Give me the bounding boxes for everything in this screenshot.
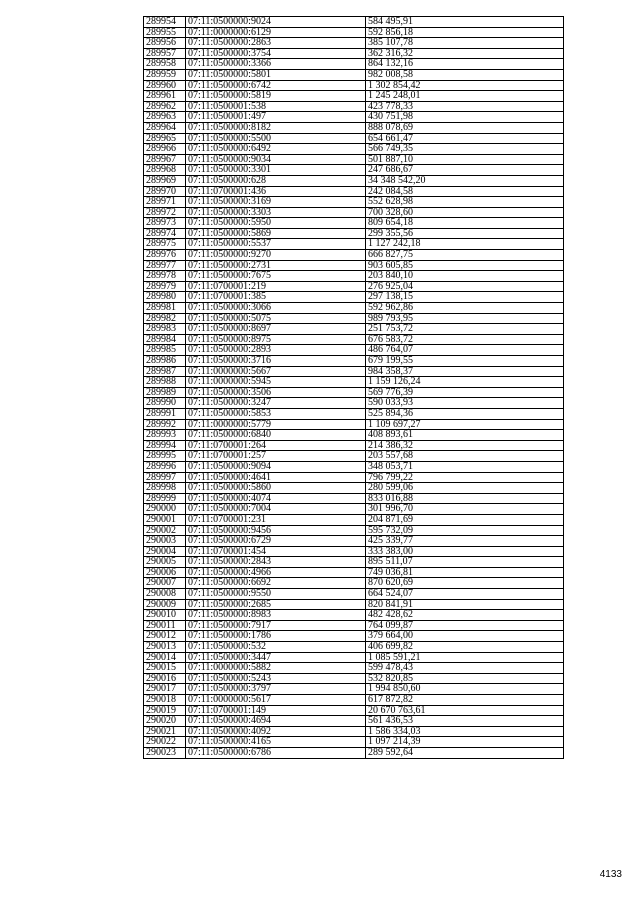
row-number-cell: 289956 xyxy=(144,38,186,49)
row-number-cell: 290007 xyxy=(144,578,186,589)
value-cell: 297 138,15 xyxy=(366,292,564,303)
value-cell: 385 107,78 xyxy=(366,38,564,49)
table-row xyxy=(144,419,564,430)
row-number-cell: 290014 xyxy=(144,652,186,663)
value-cell: 406 699,82 xyxy=(366,642,564,653)
row-number-cell: 289967 xyxy=(144,154,186,165)
table-row xyxy=(144,673,564,684)
row-number-cell: 290004 xyxy=(144,546,186,557)
row-number-cell: 290002 xyxy=(144,525,186,536)
table-row xyxy=(144,154,564,165)
row-number-cell: 290022 xyxy=(144,737,186,748)
row-number-cell: 289976 xyxy=(144,250,186,261)
row-number-cell: 289975 xyxy=(144,239,186,250)
row-number-cell: 290011 xyxy=(144,620,186,631)
value-cell: 796 799,22 xyxy=(366,472,564,483)
row-number-cell: 290023 xyxy=(144,747,186,758)
value-cell: 590 033,93 xyxy=(366,398,564,409)
row-number-cell: 289983 xyxy=(144,324,186,335)
table-row xyxy=(144,695,564,706)
table-row xyxy=(144,356,564,367)
cadastral-number-cell: 07:11:0500000:8983 xyxy=(186,610,366,621)
table-row xyxy=(144,599,564,610)
value-cell: 362 316,32 xyxy=(366,48,564,59)
cadastral-number-cell: 07:11:0500000:5801 xyxy=(186,69,366,80)
value-cell: 251 753,72 xyxy=(366,324,564,335)
table-row xyxy=(144,536,564,547)
row-number-cell: 289963 xyxy=(144,112,186,123)
table-body xyxy=(144,17,564,759)
row-number-cell: 289992 xyxy=(144,419,186,430)
table-row xyxy=(144,218,564,229)
value-cell: 679 199,55 xyxy=(366,356,564,367)
cadastral-number-cell: 07:11:0000000:5667 xyxy=(186,366,366,377)
table-row xyxy=(144,228,564,239)
cadastral-number-cell: 07:11:0000000:5617 xyxy=(186,695,366,706)
row-number-cell: 289954 xyxy=(144,17,186,28)
value-cell: 1 085 591,21 xyxy=(366,652,564,663)
table-row xyxy=(144,514,564,525)
cadastral-number-cell: 07:11:0500000:2863 xyxy=(186,38,366,49)
row-number-cell: 289973 xyxy=(144,218,186,229)
row-number-cell: 290021 xyxy=(144,726,186,737)
value-cell: 700 328,60 xyxy=(366,207,564,218)
table-row xyxy=(144,133,564,144)
row-number-cell: 289985 xyxy=(144,345,186,356)
table-row xyxy=(144,567,564,578)
cadastral-number-cell: 07:11:0500000:3366 xyxy=(186,59,366,70)
row-number-cell: 290018 xyxy=(144,695,186,706)
value-cell: 348 053,71 xyxy=(366,461,564,472)
cadastral-number-cell: 07:11:0500000:5243 xyxy=(186,673,366,684)
cadastral-number-cell: 07:11:0500000:8697 xyxy=(186,324,366,335)
value-cell: 561 436,53 xyxy=(366,716,564,727)
cadastral-number-cell: 07:11:0500000:8975 xyxy=(186,334,366,345)
cadastral-number-cell: 07:11:0500000:5819 xyxy=(186,91,366,102)
cadastral-number-cell: 07:11:0700001:264 xyxy=(186,440,366,451)
table-row xyxy=(144,144,564,155)
cadastral-number-cell: 07:11:0700001:231 xyxy=(186,514,366,525)
row-number-cell: 289978 xyxy=(144,271,186,282)
table-row xyxy=(144,705,564,716)
cadastral-number-cell: 07:11:0500000:3301 xyxy=(186,165,366,176)
row-number-cell: 289958 xyxy=(144,59,186,70)
row-number-cell: 289961 xyxy=(144,91,186,102)
table-row xyxy=(144,631,564,642)
table-row xyxy=(144,80,564,91)
table-row xyxy=(144,472,564,483)
table-row xyxy=(144,663,564,674)
table-row xyxy=(144,483,564,494)
table-row xyxy=(144,589,564,600)
row-number-cell: 290010 xyxy=(144,610,186,621)
table-row xyxy=(144,684,564,695)
row-number-cell: 290015 xyxy=(144,663,186,674)
row-number-cell: 289980 xyxy=(144,292,186,303)
row-number-cell: 289959 xyxy=(144,69,186,80)
cadastral-number-cell: 07:11:0500000:3066 xyxy=(186,303,366,314)
row-number-cell: 289955 xyxy=(144,27,186,38)
cadastral-number-cell: 07:11:0500000:7004 xyxy=(186,504,366,515)
row-number-cell: 289979 xyxy=(144,281,186,292)
table-row xyxy=(144,408,564,419)
table-row xyxy=(144,461,564,472)
row-number-cell: 289986 xyxy=(144,356,186,367)
row-number-cell: 290020 xyxy=(144,716,186,727)
table-row xyxy=(144,91,564,102)
value-cell: 654 661,47 xyxy=(366,133,564,144)
table-row xyxy=(144,69,564,80)
cadastral-number-cell: 07:11:0500000:9034 xyxy=(186,154,366,165)
value-cell: 20 670 763,61 xyxy=(366,705,564,716)
table-row xyxy=(144,366,564,377)
row-number-cell: 289977 xyxy=(144,260,186,271)
table-row xyxy=(144,652,564,663)
table-row xyxy=(144,175,564,186)
table-row xyxy=(144,112,564,123)
row-number-cell: 289982 xyxy=(144,313,186,324)
cadastral-number-cell: 07:11:0500000:5860 xyxy=(186,483,366,494)
table-row xyxy=(144,557,564,568)
table-row xyxy=(144,345,564,356)
value-cell: 333 383,00 xyxy=(366,546,564,557)
cadastral-number-cell: 07:11:0500000:2731 xyxy=(186,260,366,271)
value-cell: 204 871,69 xyxy=(366,514,564,525)
value-cell: 289 592,64 xyxy=(366,747,564,758)
value-cell: 984 358,37 xyxy=(366,366,564,377)
value-cell: 1 159 126,24 xyxy=(366,377,564,388)
cadastral-number-cell: 07:11:0500000:7917 xyxy=(186,620,366,631)
value-cell: 532 820,85 xyxy=(366,673,564,684)
value-cell: 592 856,18 xyxy=(366,27,564,38)
value-cell: 664 524,07 xyxy=(366,589,564,600)
value-cell: 525 894,36 xyxy=(366,408,564,419)
cadastral-number-cell: 07:11:0500000:3797 xyxy=(186,684,366,695)
table-row xyxy=(144,504,564,515)
row-number-cell: 289972 xyxy=(144,207,186,218)
value-cell: 895 511,07 xyxy=(366,557,564,568)
row-number-cell: 289965 xyxy=(144,133,186,144)
table-row xyxy=(144,747,564,758)
row-number-cell: 289960 xyxy=(144,80,186,91)
row-number-cell: 289984 xyxy=(144,334,186,345)
cadastral-number-cell: 07:11:0700001:454 xyxy=(186,546,366,557)
value-cell: 870 620,69 xyxy=(366,578,564,589)
value-cell: 423 778,33 xyxy=(366,101,564,112)
cadastral-number-cell: 07:11:0500000:6692 xyxy=(186,578,366,589)
row-number-cell: 289970 xyxy=(144,186,186,197)
value-cell: 425 339,77 xyxy=(366,536,564,547)
value-cell: 280 599,06 xyxy=(366,483,564,494)
table-row xyxy=(144,324,564,335)
cadastral-number-cell: 07:11:0500000:5075 xyxy=(186,313,366,324)
value-cell: 833 016,88 xyxy=(366,493,564,504)
cadastral-number-cell: 07:11:0500000:9550 xyxy=(186,589,366,600)
cadastral-number-cell: 07:11:0500000:3247 xyxy=(186,398,366,409)
cadastral-number-cell: 07:11:0500000:2893 xyxy=(186,345,366,356)
row-number-cell: 290013 xyxy=(144,642,186,653)
table-row xyxy=(144,101,564,112)
value-cell: 566 749,35 xyxy=(366,144,564,155)
value-cell: 552 628,98 xyxy=(366,197,564,208)
cadastral-number-cell: 07:11:0500000:5500 xyxy=(186,133,366,144)
table-row xyxy=(144,493,564,504)
value-cell: 486 764,07 xyxy=(366,345,564,356)
cadastral-number-cell: 07:11:0000000:6129 xyxy=(186,27,366,38)
table-row xyxy=(144,726,564,737)
row-number-cell: 289996 xyxy=(144,461,186,472)
row-number-cell: 289995 xyxy=(144,451,186,462)
table-row xyxy=(144,430,564,441)
value-cell: 203 557,68 xyxy=(366,451,564,462)
cadastral-number-cell: 07:11:0700001:219 xyxy=(186,281,366,292)
table-row xyxy=(144,250,564,261)
cadastral-number-cell: 07:11:0500000:8182 xyxy=(186,122,366,133)
cadastral-number-cell: 07:11:0500000:5853 xyxy=(186,408,366,419)
table-row xyxy=(144,737,564,748)
cadastral-number-cell: 07:11:0500001:538 xyxy=(186,101,366,112)
row-number-cell: 290001 xyxy=(144,514,186,525)
row-number-cell: 290012 xyxy=(144,631,186,642)
value-cell: 888 078,69 xyxy=(366,122,564,133)
table-row xyxy=(144,303,564,314)
table-row xyxy=(144,313,564,324)
cadastral-number-cell: 07:11:0500000:4092 xyxy=(186,726,366,737)
table-row xyxy=(144,387,564,398)
value-cell: 1 127 242,18 xyxy=(366,239,564,250)
table-row xyxy=(144,546,564,557)
table-row xyxy=(144,398,564,409)
cadastral-number-cell: 07:11:0500000:5537 xyxy=(186,239,366,250)
row-number-cell: 289997 xyxy=(144,472,186,483)
cadastral-number-cell: 07:11:0500000:6742 xyxy=(186,80,366,91)
row-number-cell: 290006 xyxy=(144,567,186,578)
value-cell: 592 962,86 xyxy=(366,303,564,314)
cadastral-number-cell: 07:11:0500000:2843 xyxy=(186,557,366,568)
value-cell: 666 827,75 xyxy=(366,250,564,261)
value-cell: 864 132,16 xyxy=(366,59,564,70)
cadastral-number-cell: 07:11:0500000:3169 xyxy=(186,197,366,208)
row-number-cell: 289964 xyxy=(144,122,186,133)
value-cell: 809 654,18 xyxy=(366,218,564,229)
row-number-cell: 289994 xyxy=(144,440,186,451)
row-number-cell: 290005 xyxy=(144,557,186,568)
cadastral-number-cell: 07:11:0500001:497 xyxy=(186,112,366,123)
row-number-cell: 289989 xyxy=(144,387,186,398)
cadastral-number-cell: 07:11:0700001:385 xyxy=(186,292,366,303)
cadastral-number-cell: 07:11:0500000:6729 xyxy=(186,536,366,547)
value-cell: 203 840,10 xyxy=(366,271,564,282)
row-number-cell: 289969 xyxy=(144,175,186,186)
value-cell: 599 478,43 xyxy=(366,663,564,674)
value-cell: 1 245 248,01 xyxy=(366,91,564,102)
row-number-cell: 289966 xyxy=(144,144,186,155)
table-row xyxy=(144,440,564,451)
row-number-cell: 289981 xyxy=(144,303,186,314)
cadastral-number-cell: 07:11:0000000:5882 xyxy=(186,663,366,674)
value-cell: 408 893,61 xyxy=(366,430,564,441)
row-number-cell: 289998 xyxy=(144,483,186,494)
value-cell: 247 686,67 xyxy=(366,165,564,176)
value-cell: 903 605,85 xyxy=(366,260,564,271)
value-cell: 34 348 542,20 xyxy=(366,175,564,186)
cadastral-number-cell: 07:11:0500000:9094 xyxy=(186,461,366,472)
value-cell: 617 872,82 xyxy=(366,695,564,706)
table-row xyxy=(144,451,564,462)
table-row xyxy=(144,525,564,536)
table-row xyxy=(144,122,564,133)
table-row xyxy=(144,610,564,621)
cadastral-number-cell: 07:11:0500000:4641 xyxy=(186,472,366,483)
cadastral-number-cell: 07:11:0500000:532 xyxy=(186,642,366,653)
value-cell: 1 109 697,27 xyxy=(366,419,564,430)
table-row xyxy=(144,27,564,38)
cadastral-number-cell: 07:11:0000000:5945 xyxy=(186,377,366,388)
table-row xyxy=(144,165,564,176)
page-number: 4133 xyxy=(599,869,622,880)
row-number-cell: 290016 xyxy=(144,673,186,684)
cadastral-number-cell: 07:11:0500000:4074 xyxy=(186,493,366,504)
row-number-cell: 290019 xyxy=(144,705,186,716)
value-cell: 676 583,72 xyxy=(366,334,564,345)
value-cell: 301 996,70 xyxy=(366,504,564,515)
cadastral-number-cell: 07:11:0500000:3303 xyxy=(186,207,366,218)
row-number-cell: 290009 xyxy=(144,599,186,610)
cadastral-number-cell: 07:11:0500000:3447 xyxy=(186,652,366,663)
table-row xyxy=(144,334,564,345)
cadastral-number-cell: 07:11:0500000:5950 xyxy=(186,218,366,229)
value-cell: 820 841,91 xyxy=(366,599,564,610)
row-number-cell: 289957 xyxy=(144,48,186,59)
table-row xyxy=(144,271,564,282)
table-row xyxy=(144,48,564,59)
table-row xyxy=(144,186,564,197)
table-row xyxy=(144,260,564,271)
cadastral-number-cell: 07:11:0500000:4966 xyxy=(186,567,366,578)
row-number-cell: 289991 xyxy=(144,408,186,419)
cadastral-number-cell: 07:11:0500000:628 xyxy=(186,175,366,186)
cadastral-number-cell: 07:11:0500000:3716 xyxy=(186,356,366,367)
row-number-cell: 289971 xyxy=(144,197,186,208)
value-cell: 214 386,32 xyxy=(366,440,564,451)
row-number-cell: 289999 xyxy=(144,493,186,504)
value-cell: 1 586 334,03 xyxy=(366,726,564,737)
value-cell: 501 887,10 xyxy=(366,154,564,165)
row-number-cell: 290017 xyxy=(144,684,186,695)
cadastral-number-cell: 07:11:0500000:6492 xyxy=(186,144,366,155)
cadastral-number-cell: 07:11:0700001:436 xyxy=(186,186,366,197)
value-cell: 482 428,62 xyxy=(366,610,564,621)
value-cell: 1 994 850,60 xyxy=(366,684,564,695)
table-row xyxy=(144,281,564,292)
cadastral-number-cell: 07:11:0500000:9024 xyxy=(186,17,366,28)
cadastral-number-cell: 07:11:0500000:5869 xyxy=(186,228,366,239)
value-cell: 764 099,87 xyxy=(366,620,564,631)
row-number-cell: 290008 xyxy=(144,589,186,600)
value-cell: 982 008,58 xyxy=(366,69,564,80)
value-cell: 584 495,91 xyxy=(366,17,564,28)
value-cell: 379 664,00 xyxy=(366,631,564,642)
value-cell: 569 776,39 xyxy=(366,387,564,398)
cadastral-number-cell: 07:11:0500000:4165 xyxy=(186,737,366,748)
row-number-cell: 289968 xyxy=(144,165,186,176)
cadastral-number-cell: 07:11:0500000:3754 xyxy=(186,48,366,59)
table-row xyxy=(144,197,564,208)
row-number-cell: 289987 xyxy=(144,366,186,377)
value-cell: 595 732,09 xyxy=(366,525,564,536)
cadastral-number-cell: 07:11:0500000:3506 xyxy=(186,387,366,398)
table-row xyxy=(144,578,564,589)
cadastral-number-cell: 07:11:0500000:2685 xyxy=(186,599,366,610)
row-number-cell: 289988 xyxy=(144,377,186,388)
cadastral-number-cell: 07:11:0500000:6840 xyxy=(186,430,366,441)
row-number-cell: 289962 xyxy=(144,101,186,112)
table-row xyxy=(144,377,564,388)
cadastral-number-cell: 07:11:0700001:257 xyxy=(186,451,366,462)
value-cell: 276 925,04 xyxy=(366,281,564,292)
table-row xyxy=(144,17,564,28)
cadastral-number-cell: 07:11:0500000:9270 xyxy=(186,250,366,261)
row-number-cell: 289974 xyxy=(144,228,186,239)
table-row xyxy=(144,716,564,727)
table-row xyxy=(144,642,564,653)
cadastral-value-table xyxy=(143,16,564,759)
value-cell: 430 751,98 xyxy=(366,112,564,123)
row-number-cell: 289993 xyxy=(144,430,186,441)
value-cell: 989 793,95 xyxy=(366,313,564,324)
value-cell: 1 302 854,42 xyxy=(366,80,564,91)
table-row xyxy=(144,38,564,49)
cadastral-number-cell: 07:11:0500000:1786 xyxy=(186,631,366,642)
row-number-cell: 290000 xyxy=(144,504,186,515)
cadastral-number-cell: 07:11:0500000:9456 xyxy=(186,525,366,536)
table-row xyxy=(144,620,564,631)
value-cell: 299 355,56 xyxy=(366,228,564,239)
table-row xyxy=(144,207,564,218)
cadastral-number-cell: 07:11:0700001:149 xyxy=(186,705,366,716)
cadastral-number-cell: 07:11:0500000:4694 xyxy=(186,716,366,727)
row-number-cell: 290003 xyxy=(144,536,186,547)
cadastral-number-cell: 07:11:0000000:5779 xyxy=(186,419,366,430)
table-row xyxy=(144,239,564,250)
value-cell: 242 084,58 xyxy=(366,186,564,197)
cadastral-number-cell: 07:11:0500000:7675 xyxy=(186,271,366,282)
value-cell: 749 036,81 xyxy=(366,567,564,578)
cadastral-number-cell: 07:11:0500000:6786 xyxy=(186,747,366,758)
row-number-cell: 289990 xyxy=(144,398,186,409)
table-row xyxy=(144,292,564,303)
value-cell: 1 097 214,39 xyxy=(366,737,564,748)
table-row xyxy=(144,59,564,70)
